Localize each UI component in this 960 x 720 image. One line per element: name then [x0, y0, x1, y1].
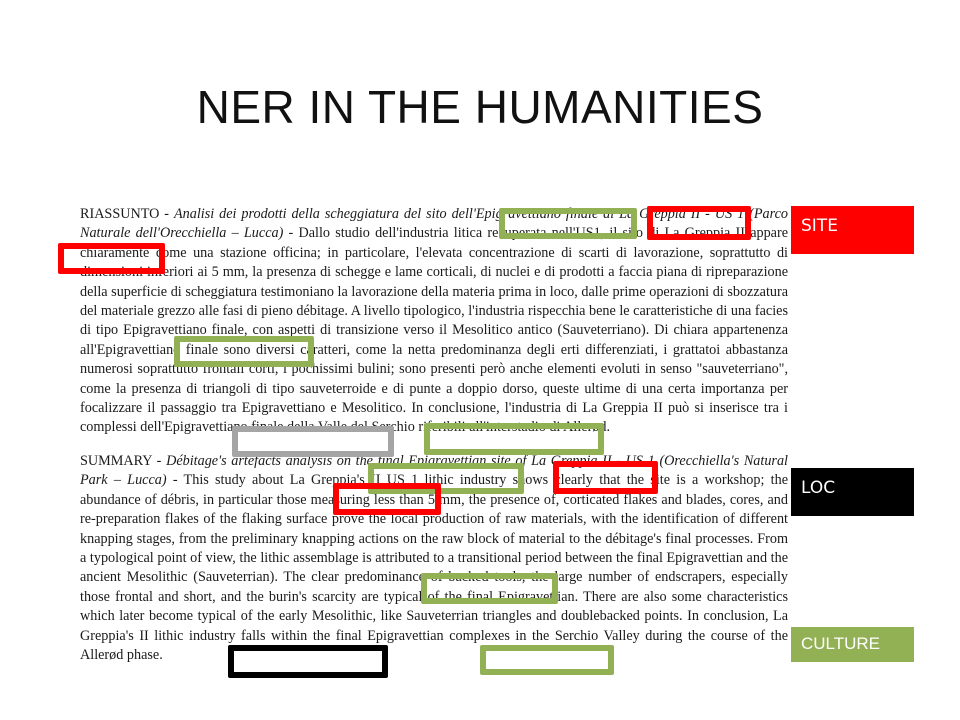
annotation-loc-serchio-valley [228, 645, 388, 678]
annotation-culture-allerod-2 [480, 645, 614, 675]
summary-body: - This study about La Greppia's II US 1 lithic industry shows clearly that the site is a workshop; the abundance of débris, in particular those measuring less than 5 mm, the presence of, corticated flakes and blades, cores, and re-preparation flakes of the flaking surface prove the local production of raw materials, with the identification of different knapping stages, from the preliminary knapping actions on the raw block of material to the débitage's final processes. From a typological point of view, the lithic assemblage is attributed to a transitional period between the final Epigravettian and the ancient Mesolithic (Sauveterrian). The clear predominance of backed tools, the large number of endscrapers, especially those frontal and short, and the burin's scarcity are typical of the final Epigravettian. There are also some characteristics which later become typical of the early Mesolithic, like Sauveterrian triangles and doublebacked points. In conclusion, La Greppia's II lithic industry falls within the final Epigravettian complexes in the Serchio Valley during the course of the Allerød phase. [80, 472, 788, 663]
annotation-culture-epigravettiano-finale-1 [499, 208, 637, 239]
annotation-site-la-greppia-1 [647, 206, 751, 240]
riassunto-heading: RIASSUNTO - [80, 206, 170, 222]
annotation-site-greppia-line2 [58, 243, 165, 274]
riassunto-body: - Dallo studio dell'industria litica recuperata nell'US1, il sito di La Greppia II appare chiaramente come una stazione officina; in particolare, l'elevata concentrazione di scarti di lavorazione, soprattutto di dimensioni inferiori ai 5 mm, la presenza di schegge e lame corticali, di nuclei e di prodotti a faccia piana di ripreparazione della superficie di scheggiatura testimoniano la lavorazione della materia prima in loco, dalle prime operazioni di sbozzatura del materiale grezzo alle fasi di pieno débitage. A livello tipologico, l'industria rispecchia bene le caratteristiche di una facies di tipo Epigravettiano finale, con aspetti di transizione verso il Mesolitico antico (Sauveterriano). Di chiara appartenenza all'Epigravettiano finale sono diversi caratteri, come la netta predominanza degli erti differenziati, i grattatoi abbastanza numerosi soprattutto frontali corti, i pochissimi bulini; sono presenti però anche elementi evoluti in senso "sauveterriano", come la presenza di triangoli di tipo sauveterroide e di punte a doppio dorso, queste ultime di una certa importanza per focalizzare il passaggio tra Epigravettiano e Mesolitico. In conclusione, l'industria di La Greppia II può si inserisce tra i complessi dell'Epigravettiano finale della Valle del Serchio riferibili all'interstadio di Allerød. [80, 225, 788, 436]
slide-title: NER IN THE HUMANITIES [196, 81, 764, 133]
annotation-culture-allerod-1 [424, 423, 604, 455]
summary-heading: SUMMARY - [80, 452, 162, 469]
riassunto-title: Analisi dei prodotti della scheggiatura del sito dell'Epigravettiano finale di La Greppia II - US 1 (Parco Naturale dell'Orecchiella – Lucca) [80, 206, 788, 242]
annotation-culture-sauveterrian [421, 573, 558, 604]
annotation-site-la-greppia-2 [553, 461, 658, 494]
legend-loc: LOC [791, 468, 914, 516]
annotation-culture-sauveterriano [174, 336, 314, 367]
summary-title: Débitage's artefacts analysis on the final Epigravettian site of La Greppia II - US 1 (Orecchiella's Natural Park – Lucca) [80, 452, 788, 489]
annotation-site-la-greppia-3 [333, 483, 441, 515]
legend-culture: CULTURE [791, 627, 914, 662]
legend-site: SITE [791, 206, 914, 254]
annotation-other-valle-del-serchio [232, 426, 394, 457]
